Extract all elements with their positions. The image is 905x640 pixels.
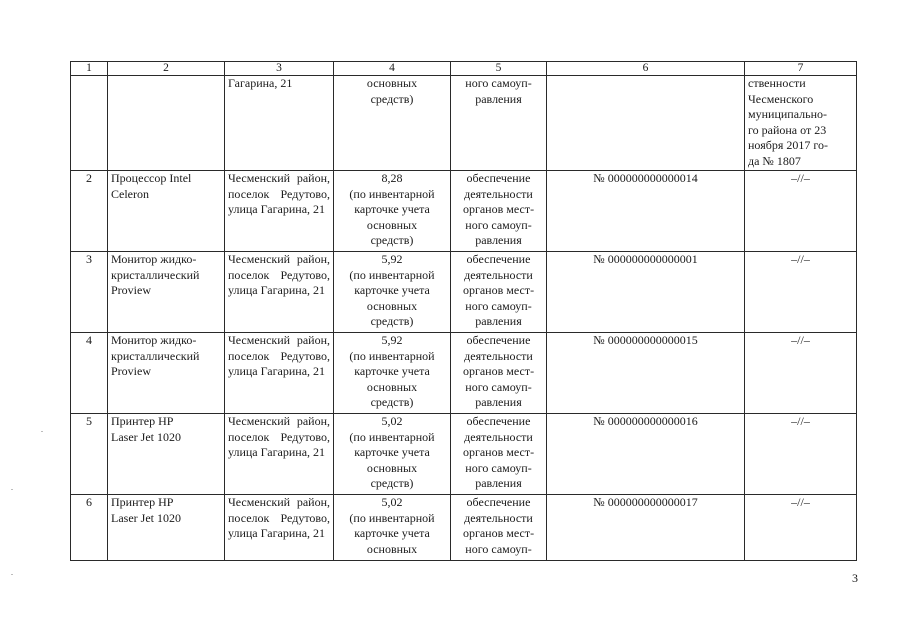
scan-speck: [11, 489, 13, 490]
address-cell: Гагарина, 21: [225, 76, 334, 171]
purpose-cell: обеспечение деятельности органов мест- ного самоуп- равления: [451, 171, 547, 252]
column-number: 7: [745, 62, 857, 76]
item-name-cell: [108, 76, 225, 171]
cost-cell: 5,92 (по инвентарной карточке учета основных средств): [334, 252, 451, 333]
item-name-cell: Принтер HP Laser Jet 1020: [108, 495, 225, 561]
basis-cell: –//–: [745, 333, 857, 414]
item-name-cell: Процессор Intel Celeron: [108, 171, 225, 252]
inventory-number-cell: № 000000000000017: [547, 495, 745, 561]
row-number-cell: 2: [71, 171, 108, 252]
inventory-number-cell: № 000000000000001: [547, 252, 745, 333]
row-number-cell: 5: [71, 414, 108, 495]
row-number-cell: 6: [71, 495, 108, 561]
table-row: [71, 333, 857, 414]
table-row: [71, 414, 857, 495]
address-cell: Чесменский район, поселок Редутово, улица Гагарина, 21: [225, 414, 334, 495]
basis-cell: ственности Чесменского муниципально- го района от 23 ноября 2017 го- да № 1807: [745, 76, 857, 171]
purpose-cell: ного самоуп- равления: [451, 76, 547, 171]
item-name-cell: Монитор жидко- кристаллический Proview: [108, 252, 225, 333]
cost-cell: 5,02 (по инвентарной карточке учета основных средств): [334, 414, 451, 495]
table-row: [71, 495, 857, 561]
address-cell: Чесменский район, поселок Редутово, улица Гагарина, 21: [225, 495, 334, 561]
address-cell: Чесменский район, поселок Редутово, улица Гагарина, 21: [225, 333, 334, 414]
item-name-cell: Монитор жидко- кристаллический Proview: [108, 333, 225, 414]
row-number-cell: 3: [71, 252, 108, 333]
inventory-number-cell: № 000000000000014: [547, 171, 745, 252]
table-row: [71, 171, 857, 252]
cost-cell: 8,28 (по инвентарной карточке учета основных средств): [334, 171, 451, 252]
basis-cell: –//–: [745, 495, 857, 561]
column-number: 3: [225, 62, 334, 76]
column-number: 1: [71, 62, 108, 76]
column-number: 4: [334, 62, 451, 76]
table-row: [71, 252, 857, 333]
item-name-cell: Принтер HP Laser Jet 1020: [108, 414, 225, 495]
basis-cell: –//–: [745, 171, 857, 252]
cost-cell: 5,92 (по инвентарной карточке учета основных средств): [334, 333, 451, 414]
column-number: 6: [547, 62, 745, 76]
purpose-cell: обеспечение деятельности органов мест- ного самоуп-: [451, 495, 547, 561]
inventory-number-cell: № 000000000000015: [547, 333, 745, 414]
cost-cell: основных средств): [334, 76, 451, 171]
basis-cell: –//–: [745, 414, 857, 495]
scan-speck: [41, 431, 43, 432]
inventory-number-cell: № 000000000000016: [547, 414, 745, 495]
cost-cell: 5,02 (по инвентарной карточке учета основных: [334, 495, 451, 561]
address-cell: Чесменский район, поселок Редутово, улица Гагарина, 21: [225, 171, 334, 252]
basis-cell: –//–: [745, 252, 857, 333]
column-number: 2: [108, 62, 225, 76]
column-number: 5: [451, 62, 547, 76]
property-table: [70, 61, 857, 561]
purpose-cell: обеспечение деятельности органов мест- ного самоуп- равления: [451, 333, 547, 414]
address-cell: Чесменский район, поселок Редутово, улица Гагарина, 21: [225, 252, 334, 333]
row-number-cell: [71, 76, 108, 171]
row-number-cell: 4: [71, 333, 108, 414]
table-row-continued: [71, 76, 857, 171]
purpose-cell: обеспечение деятельности органов мест- ного самоуп- равления: [451, 252, 547, 333]
purpose-cell: обеспечение деятельности органов мест- ного самоуп- равления: [451, 414, 547, 495]
scan-speck: [11, 574, 13, 575]
inventory-number-cell: [547, 76, 745, 171]
column-number-row: [71, 62, 857, 76]
page-number: 3: [852, 571, 858, 585]
